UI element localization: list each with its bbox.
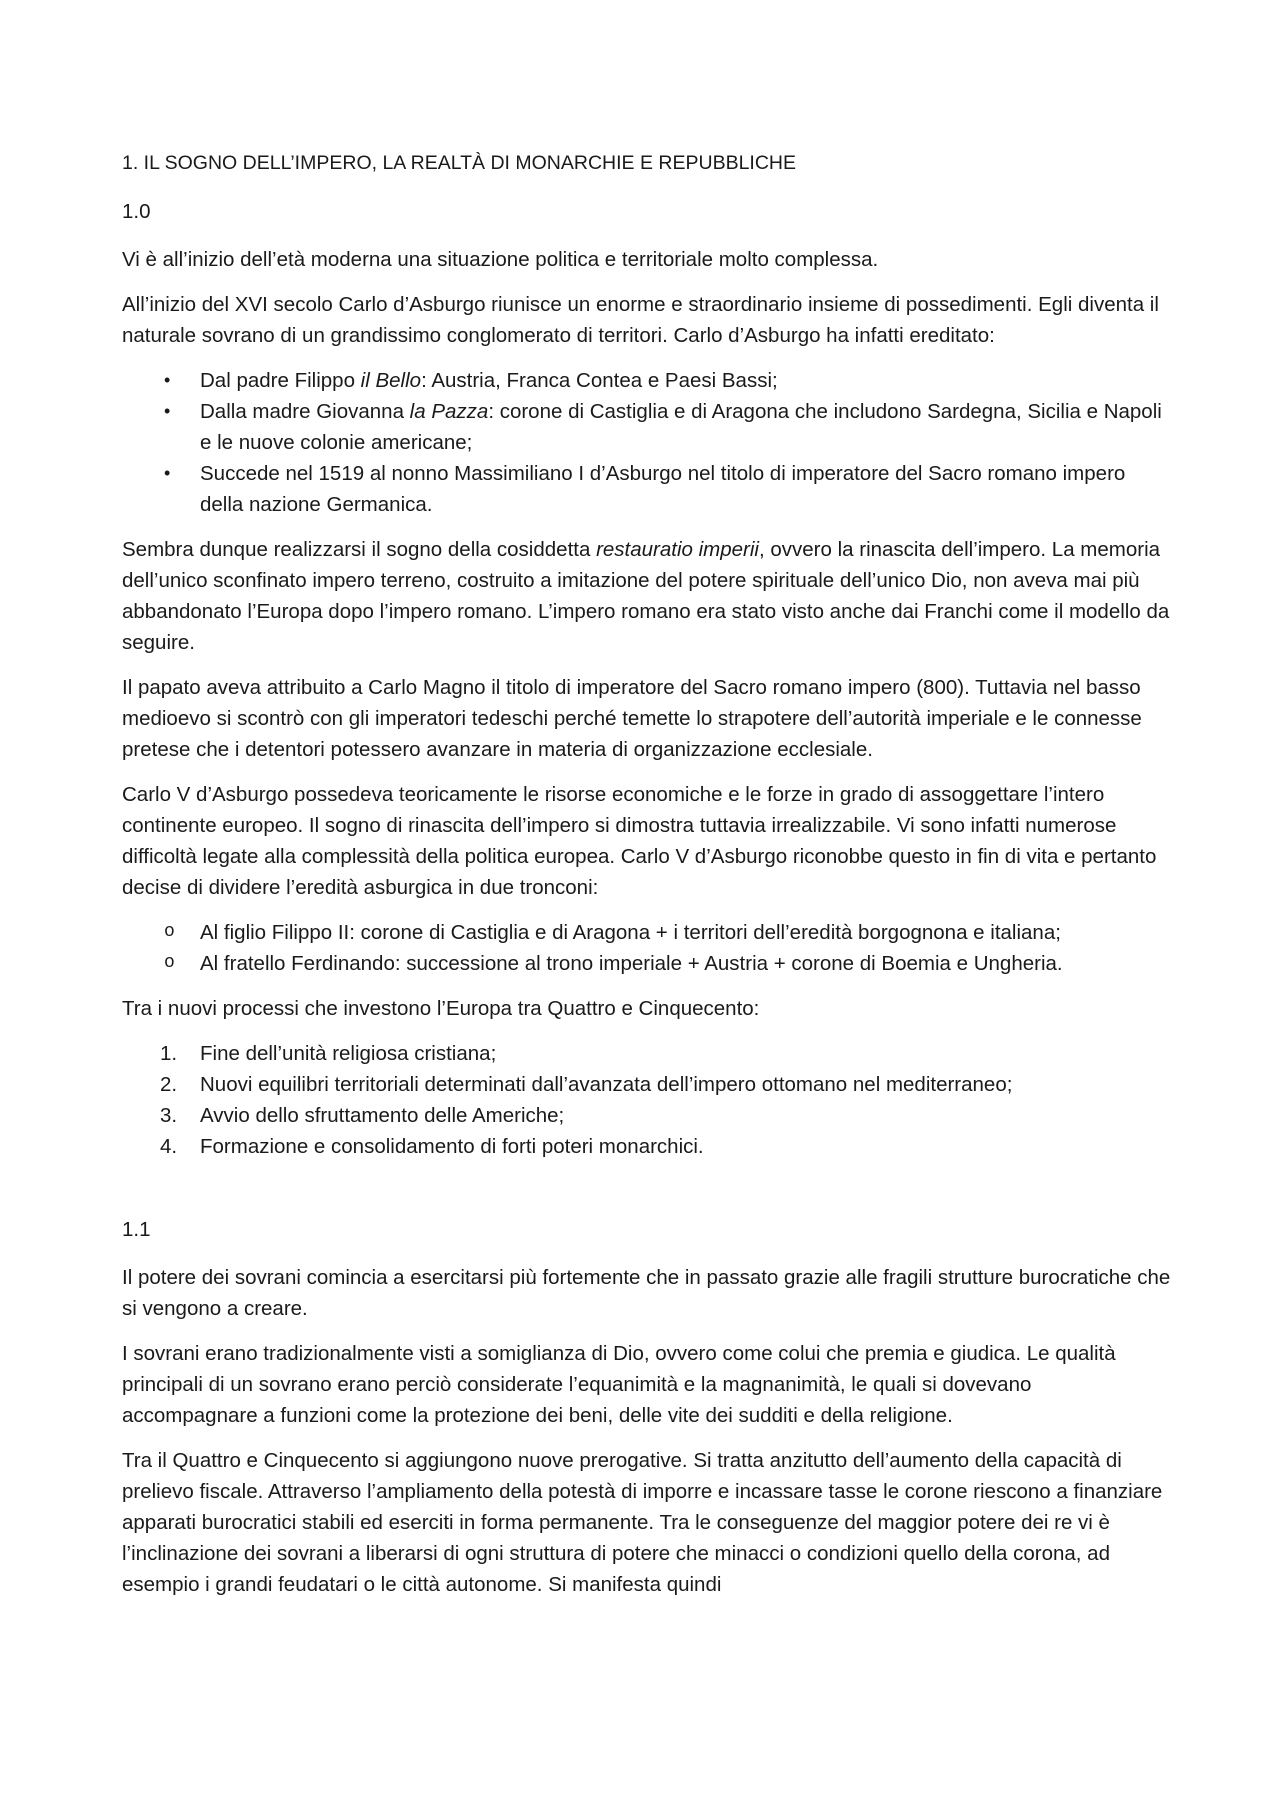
paragraph: All’inizio del XVI secolo Carlo d’Asburgo riunisce un enorme e straordinario insieme di possedimenti. Egli diventa il naturale sovrano di un grandissimo conglomerato di territori. Carlo d’Asburgo ha infatti ereditato: [122,293,1159,347]
number-marker: 2. [160,1073,178,1096]
numbered-item-text: Nuovi equilibri territoriali determinati dall’avanzata dell’impero ottomano nel mediterraneo; [200,1073,1013,1096]
sub-bullet-text: Al figlio Filippo II: corone di Castiglia e di Aragona + i territori dell’eredità borgognona e italiana; [200,921,1061,944]
section-number-1-0: 1.0 [122,200,151,223]
numbered-item [122,1069,1172,1100]
paragraph: I sovrani erano tradizionalmente visti a somiglianza di Dio, ovvero come colui che premia e giudica. Le qualità principali di un sovrano erano perciò considerate l’equanimità e la magnanimità, le quali si dovevano accompagnare a funzioni come la protezione dei beni, delle vite dei sudditi e della religione. [122,1342,1116,1427]
processes-numbered-list [122,1038,1172,1162]
bullet-text: Succede nel 1519 al nonno Massimiliano I d’Asburgo nel titolo di imperatore del Sacro romano impero della nazione Germanica. [200,462,1126,516]
numbered-item [122,1100,1172,1131]
paragraph: Il papato aveva attribuito a Carlo Magno il titolo di imperatore del Sacro romano impero (800). Tuttavia nel basso medioevo si scontrò con gli imperatori tedeschi perché temette lo strapotere dell’autorità imperiale e le connesse pretese che i detentori potessero avanzare in materia di organizzazione ecclesiale. [122,676,1142,761]
bullet-marker: • [164,370,171,390]
sub-bullet-item [122,917,1172,948]
sub-bullet-text: Al fratello Ferdinando: successione al trono imperiale + Austria + corone di Boemia e Ungheria. [200,952,1063,975]
paragraph [122,534,1172,658]
division-sub-bullet-list [122,917,1172,979]
document-page [122,148,1172,1614]
number-marker: 1. [160,1042,178,1065]
bullet-text: : Austria, Franca Contea e Paesi Bassi; [421,369,778,392]
numbered-item-text: Fine dell’unità religiosa cristiana; [200,1042,497,1065]
paragraph: Vi è all’inizio dell’età moderna una situazione politica e territoriale molto complessa. [122,248,879,271]
number-marker: 3. [160,1104,178,1127]
sub-bullet-item [122,948,1172,979]
circle-bullet-marker: o [164,922,175,942]
numbered-item-text: Formazione e consolidamento di forti poteri monarchici. [200,1135,704,1158]
number-marker: 4. [160,1135,178,1158]
inheritance-bullet-list [122,365,1172,520]
bullet-item [122,458,1172,520]
numbered-item-text: Avvio dello sfruttamento delle Americhe; [200,1104,565,1127]
bullet-marker: • [164,401,171,421]
paragraph-text: , ovvero la rinascita dell’impero. La memoria dell’unico sconfinato impero terreno, costruito a imitazione del potere spirituale dell’unico Dio, non aveva mai più abbandonato l’Europa dopo l’impero romano. L’impero romano era stato visto anche dai Franchi come il modello da seguire. [122,538,1170,654]
paragraph: Il potere dei sovrani comincia a esercitarsi più fortemente che in passato grazie alle fragili strutture burocratiche che si vengono a creare. [122,1266,1171,1320]
bullet-italic-text: il Bello [360,369,422,392]
paragraph-italic-text: restauratio imperii [596,538,759,561]
paragraph-text: Sembra dunque realizzarsi il sogno della cosiddetta [122,538,597,561]
bullet-item [122,365,1172,396]
bullet-marker: • [164,463,171,483]
bullet-text: : corone di Castiglia e di Aragona che includono Sardegna, Sicilia e Napoli e le nuove colonie americane; [200,400,1162,454]
numbered-item [122,1131,1172,1162]
numbered-item [122,1038,1172,1069]
paragraph: Tra i nuovi processi che investono l’Europa tra Quattro e Cinquecento: [122,997,760,1020]
bullet-item [122,396,1172,458]
chapter-heading: 1. IL SOGNO DELL’IMPERO, LA REALTÀ DI MONARCHIE E REPUBBLICHE [122,152,797,174]
bullet-italic-text: la Pazza [409,400,489,423]
paragraph: Carlo V d’Asburgo possedeva teoricamente le risorse economiche e le forze in grado di assoggettare l’intero continente europeo. Il sogno di rinascita dell’impero si dimostra tuttavia irrealizzabile. Vi sono infatti numerose difficoltà legate alla complessità della politica europea. Carlo V d’Asburgo riconobbe questo in fin di vita e pertanto decise di dividere l’eredità asburgica in due tronconi: [122,783,1157,899]
paragraph: Tra il Quattro e Cinquecento si aggiungono nuove prerogative. Si tratta anzitutto dell’aumento della capacità di prelievo fiscale. Attraverso l’ampliamento della potestà di imporre e incassare tasse le corone riescono a finanziare apparati burocratici stabili ed eserciti in forma permanente. Tra le conseguenze del maggior potere dei re vi è l’inclinazione dei sovrani a liberarsi di ogni struttura di potere che minacci o condizioni quello della corona, ad esempio i grandi feudatari o le città autonome. Si manifesta quindi [122,1449,1163,1596]
circle-bullet-marker: o [164,953,175,973]
section-number-1-1: 1.1 [122,1218,151,1241]
bullet-text: Dalla madre Giovanna [200,400,410,423]
bullet-text: Dal padre Filippo [200,369,361,392]
